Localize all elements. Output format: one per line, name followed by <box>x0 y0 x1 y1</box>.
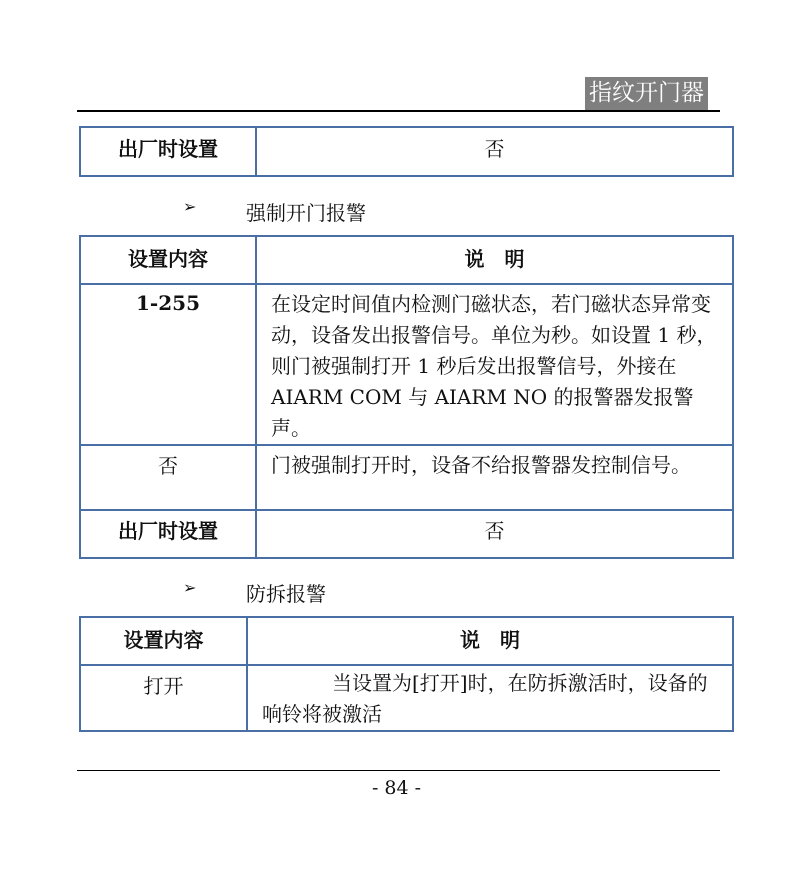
section1-heading <box>183 197 483 227</box>
factory-label: 出厂时设置 <box>80 127 256 176</box>
section1-title: 强制开门报警 <box>246 201 366 225</box>
table-row-desc: 在设定时间值内检测门磁状态，若门磁状态异常变动，设备发出报警信号。单位为秒。如设置 1 秒，则门被强制打开 1 秒后发出报警信号，外接在 AIARM COM 与 AIARM NO 的报警器发报警声。 <box>256 284 733 445</box>
factory-setting-table-top <box>79 126 734 177</box>
table-row-setting: 打开 <box>80 665 247 731</box>
table-row-setting: 1-255 <box>80 284 256 445</box>
col-header-setting: 设置内容 <box>80 617 247 665</box>
forced-open-alarm-table <box>79 235 734 559</box>
header-title: 指纹开门器 <box>585 77 708 110</box>
table-row-desc: 门被强制打开时，设备不给报警器发控制信号。 <box>256 445 733 510</box>
footer-rule <box>77 770 720 771</box>
tamper-alarm-table <box>79 616 734 732</box>
factory-value: 否 <box>256 127 733 176</box>
arrow-bullet-icon: ➢ <box>183 197 197 216</box>
arrow-bullet-icon: ➢ <box>183 578 197 597</box>
table-row-setting: 否 <box>80 445 256 510</box>
factory-label: 出厂时设置 <box>80 510 256 558</box>
table-row-desc: 当设置为[打开]时，在防拆激活时，设备的响铃将被激活 <box>247 665 733 731</box>
section2-heading <box>183 578 483 608</box>
col-header-setting: 设置内容 <box>80 236 256 284</box>
factory-value: 否 <box>256 510 733 558</box>
col-header-desc: 说 明 <box>256 236 733 284</box>
col-header-desc: 说 明 <box>247 617 733 665</box>
section2-title: 防拆报警 <box>246 582 326 606</box>
header-rule <box>77 110 720 112</box>
page-number: - 84 - <box>371 777 422 799</box>
